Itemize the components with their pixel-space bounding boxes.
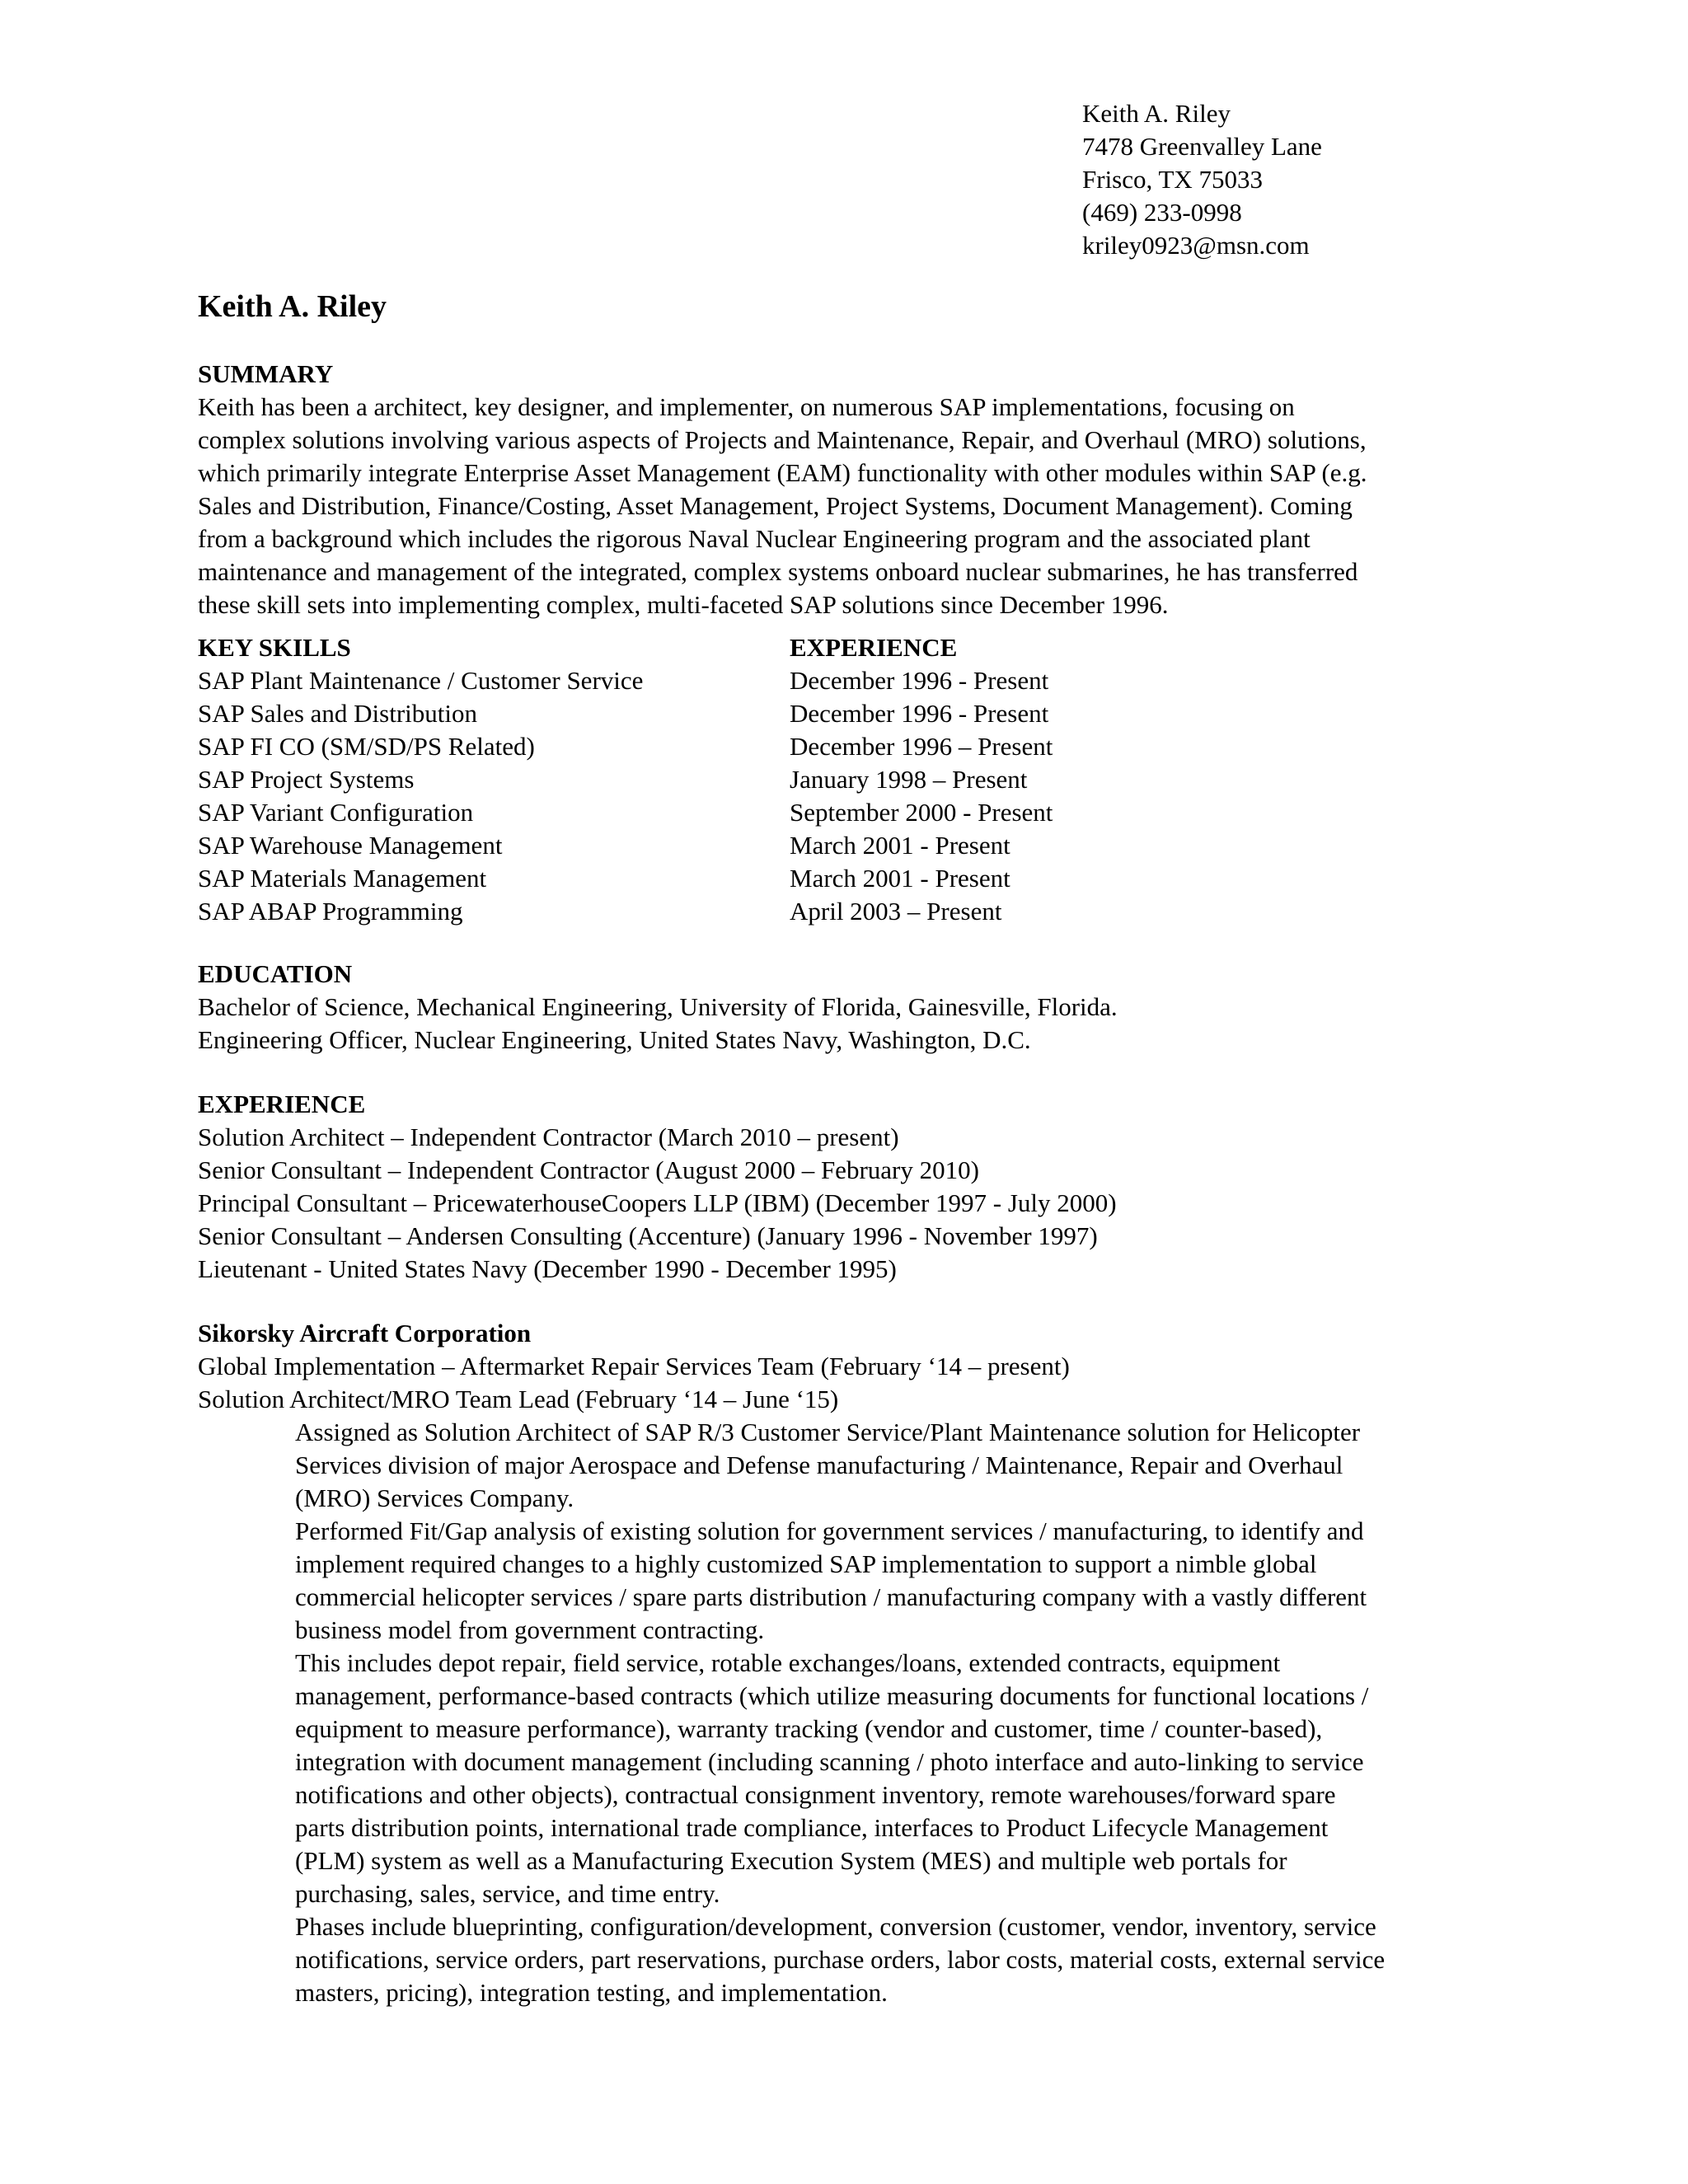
summary-line: maintenance and management of the integrated, complex systems onboard nuclear submarines, he has transferred: [198, 557, 1358, 586]
experience-line: Lieutenant - United States Navy (December 1990 - December 1995): [198, 1254, 897, 1283]
experience-line: Principal Consultant – PricewaterhouseCoopers LLP (IBM) (December 1997 - July 2000): [198, 1188, 1117, 1217]
detail-line: commercial helicopter services / spare parts distribution / manufacturing company with a vastly different: [295, 1582, 1367, 1611]
experience-line: Solution Architect – Independent Contractor (March 2010 – present): [198, 1122, 899, 1151]
detail-line: implement required changes to a highly customized SAP implementation to support a nimble global: [295, 1549, 1317, 1578]
company-role-line: Solution Architect/MRO Team Lead (February ‘14 – June ‘15): [198, 1385, 839, 1413]
education-line: Bachelor of Science, Mechanical Engineering, University of Florida, Gainesville, Florida.: [198, 992, 1118, 1021]
skill-period: December 1996 - Present: [790, 699, 1049, 728]
detail-line: Assigned as Solution Architect of SAP R/3 Customer Service/Plant Maintenance solution for Helicopter: [295, 1418, 1361, 1446]
company-section: [198, 1317, 1484, 2009]
company-details: [295, 1416, 1482, 2009]
contact-phone: (469) 233-0998: [1082, 198, 1242, 227]
summary-heading: SUMMARY: [198, 359, 334, 388]
summary-line: Keith has been a architect, key designer, and implementer, on numerous SAP implementations, focusing on: [198, 392, 1295, 421]
detail-line: business model from government contracting.: [295, 1615, 765, 1644]
key-skills-heading: KEY SKILLS: [198, 633, 351, 662]
detail-paragraph: [295, 1515, 1482, 1647]
skill-name: SAP ABAP Programming: [198, 897, 463, 926]
skill-row: [198, 829, 1484, 862]
skill-name: SAP Plant Maintenance / Customer Service: [198, 666, 644, 695]
summary-line: which primarily integrate Enterprise Asset Management (EAM) functionality with other modules within SAP (e.g.: [198, 458, 1367, 487]
contact-street: 7478 Greenvalley Lane: [1082, 132, 1322, 161]
detail-line: notifications and other objects), contractual consignment inventory, remote warehouses/forward spare: [295, 1780, 1336, 1809]
skill-period: December 1996 – Present: [790, 732, 1053, 761]
detail-paragraph: [295, 1647, 1482, 1910]
skill-period: January 1998 – Present: [790, 765, 1028, 794]
detail-line: masters, pricing), integration testing, and implementation.: [295, 1978, 888, 2007]
skill-name: SAP Project Systems: [198, 765, 415, 794]
summary-line: complex solutions involving various aspects of Projects and Maintenance, Repair, and Overhaul (MRO) solutions,: [198, 425, 1367, 454]
detail-line: Services division of major Aerospace and Defense manufacturing / Maintenance, Repair and Overhaul: [295, 1451, 1343, 1479]
detail-line: (PLM) system as well as a Manufacturing Execution System (MES) and multiple web portals for: [295, 1846, 1287, 1875]
key-skills-section: [198, 631, 1484, 928]
resume-name-heading: Keith A. Riley: [198, 289, 387, 324]
skill-row: [198, 895, 1484, 928]
skill-row: [198, 763, 1484, 796]
company-role-line: Global Implementation – Aftermarket Repair Services Team (February ‘14 – present): [198, 1352, 1070, 1380]
detail-paragraph: [295, 1416, 1482, 1515]
summary-line: Sales and Distribution, Finance/Costing, Asset Management, Project Systems, Document Management). Coming: [198, 491, 1353, 520]
skill-name: SAP Sales and Distribution: [198, 699, 478, 728]
skill-row: [198, 796, 1484, 829]
detail-line: integration with document management (including scanning / photo interface and auto-linking to service: [295, 1747, 1364, 1776]
experience-heading: EXPERIENCE: [198, 1090, 366, 1118]
skill-name: SAP Materials Management: [198, 864, 487, 893]
education-heading: EDUCATION: [198, 959, 353, 988]
detail-line: management, performance-based contracts (which utilize measuring documents for functional locations /: [295, 1681, 1369, 1710]
detail-line: (MRO) Services Company.: [295, 1483, 574, 1512]
skill-name: SAP Variant Configuration: [198, 798, 474, 827]
experience-line: Senior Consultant – Independent Contractor (August 2000 – February 2010): [198, 1155, 979, 1184]
education-section: [198, 958, 1484, 1057]
detail-line: purchasing, sales, service, and time entry.: [295, 1879, 720, 1908]
key-skills-header-row: [198, 631, 1484, 664]
skill-period: March 2001 - Present: [790, 864, 1010, 893]
summary-line: these skill sets into implementing complex, multi-faceted SAP solutions since December 1996.: [198, 590, 1169, 619]
contact-city: Frisco, TX 75033: [1082, 165, 1264, 194]
contact-block: [1082, 97, 1577, 262]
detail-paragraph: [295, 1910, 1482, 2009]
skill-period: March 2001 - Present: [790, 831, 1010, 860]
contact-name: Keith A. Riley: [1082, 99, 1231, 128]
experience-section: [198, 1088, 1484, 1286]
summary-section: [198, 358, 1484, 621]
skill-row: [198, 862, 1484, 895]
skill-period: December 1996 - Present: [790, 666, 1049, 695]
detail-line: equipment to measure performance), warranty tracking (vendor and customer, time / counter-based),: [295, 1714, 1323, 1743]
detail-line: Phases include blueprinting, configuration/development, conversion (customer, vendor, inventory, service: [295, 1912, 1376, 1941]
skill-period: September 2000 - Present: [790, 798, 1053, 827]
company-name: Sikorsky Aircraft Corporation: [198, 1319, 532, 1347]
detail-line: notifications, service orders, part reservations, purchase orders, labor costs, material costs, external service: [295, 1945, 1386, 1974]
skill-row: [198, 730, 1484, 763]
detail-line: parts distribution points, international trade compliance, interfaces to Product Lifecycle Management: [295, 1813, 1329, 1842]
experience-line: Senior Consultant – Andersen Consulting (Accenture) (January 1996 - November 1997): [198, 1221, 1098, 1250]
education-line: Engineering Officer, Nuclear Engineering, United States Navy, Washington, D.C.: [198, 1025, 1031, 1054]
skill-row: [198, 664, 1484, 697]
skill-row: [198, 697, 1484, 730]
skill-name: SAP Warehouse Management: [198, 831, 503, 860]
contact-email: kriley0923@msn.com: [1082, 231, 1310, 260]
skills-experience-heading: EXPERIENCE: [790, 633, 958, 662]
skill-name: SAP FI CO (SM/SD/PS Related): [198, 732, 535, 761]
detail-line: Performed Fit/Gap analysis of existing solution for government services / manufacturing, to identify and: [295, 1516, 1364, 1545]
detail-line: This includes depot repair, field service, rotable exchanges/loans, extended contracts, equipment: [295, 1648, 1281, 1677]
skill-period: April 2003 – Present: [790, 897, 1002, 926]
summary-line: from a background which includes the rigorous Naval Nuclear Engineering program and the associated plant: [198, 524, 1311, 553]
